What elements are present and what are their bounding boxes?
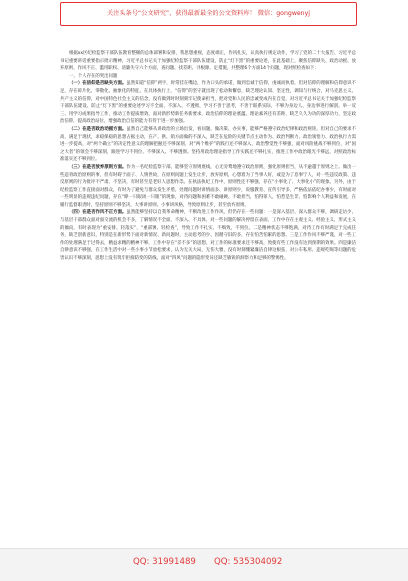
item-2-body: 虽然自己能够从讲政治的立场出发，看问题、做决策、办实事，能够严格遵守政治纪律和政治规矩。但对自己的要求不高，满足于现状，求稳保稳的思想占据主动，在产、供、销方面做的不深入，缺乏在危险的关键节点主动作为、政治判断力、政治领悟力、政治执行力需进一步提高，对“两个确立”的决定性意义的理解把握还不够深刻，对“两个维护”的践行还不够深入，政治警觉性不够强，面对风险挑战不够到位，对“国之大者”的领会不够深刻，跟进学习不到位、不够深入、不够透彻。坚持用政治理论指导工作实践还不够扎实，推进工作中政治眼光不够远，对照政治标准落实还不够到位。 bbox=[60, 126, 356, 163]
header-banner: 关注头条号“公文研究”，获得最新最全的公文资料库！ 微信：gongwenyj bbox=[60, 2, 357, 26]
item-1 bbox=[60, 80, 356, 126]
footer-qq-2: QQ: 535304092 bbox=[214, 557, 283, 567]
item-2-heading: （二）在是否政治动摇方面。 bbox=[69, 126, 127, 132]
footer-bar bbox=[0, 548, 408, 581]
section-heading: 一、个人存在的突出问题 bbox=[69, 73, 118, 79]
document-body bbox=[60, 50, 356, 263]
item-1-body: 虽然知道“信仰”两字，时常挂在嘴边，作为口头的承诺，做到忠诚于信仰，虔诚而执着，但对信仰的理解和信仰意识不足，存在碎片化、零散化、抽象化的特征。在具体执行上，“信仰”的坚守就出现了松动和懈怠，缺乏理论认知、坚定性，调知与行统合，对马克思主义、共产主义的信仰，对中国特色社会主义的信念，没有做到时时刻刻牢记使命担当，把对党和人民的忠诚变成内在自觉，对习近平总书记关于加强纪检监察干部队伍建设、防止“灯下黑”的重要论述学习不全面、不深入、不透彻，学习不善于思考，不善于联系实际，不够为身边人、身边事进行解剖、举一反三、用学习成果指导工作，推动工作提质增效，面对新形势新任务新要求，政治信仰的理论底蕴、理论素养还有差距，缺乏久久为功的深厚功力，坚定政治信仰，提高政治站位，增强政治自信的能力有待于进一步加强。 bbox=[60, 81, 356, 125]
item-2 bbox=[60, 126, 356, 164]
item-3-heading: （三）在是否放弃原则方面。 bbox=[69, 164, 127, 170]
footer-qq-1: QQ: 31991489 bbox=[133, 557, 196, 567]
intro-paragraph: 根据xx区纪检监察干部队伍教育整顿的总体部署和安排，我思想重视，态度端正，作风扎实，认真执行规定动作，学习了党的二十大报告、习近平总书记重要讲话重要指示批示精神，习近平总书记关于加强纪检监察干部队伍建设，防止“灯下黑”的重要论述，在此基础上，聚焦信仰缺失、政治动摇、放弃原则、作风不正、滥用职权、清廉失守六个方面，查问题、找差距、寻根源、定措施，共整理6个方面14个问题，现对照检查如下： bbox=[60, 51, 356, 72]
item-4 bbox=[60, 209, 356, 262]
item-3-body: 作为一名纪检监察干部，能够坚守原则底线，心无旁骛地遵守政治原则，强化原则担当，从不逾越于原则之上。做出一些违背政治原则的事，但有时碍于面子、人情世故，在原则问题上发生让步，放弃原则，心想着为了当事人好，或是为了息事宁人，对一些违反政策、违反原则的行为批评不严肃、不坚决，有时甚至是老好人思想作祟。在执法执纪工作中，原则性还不够强，存在“小事化了、大事化小”的现象。另外，由于纪检监察工作直接面对群众，有时为了避免与群众发生矛盾，处理问题时讲情面多、讲原则少，说服教育、宣传引导多，严格依法依纪办事少，有时面对一些明显的违规违纪问题，存在“睁一只眼闭一只眼”的现象，对待问题和困难不敢碰硬、不敢担当，怕得罪人，怕惹是生非，怕影响个人利益和发展，在履行监督职责时，坚持原则不够坚决，大事讲原则、小事讲风格，导致原则让步，甚至放弃原则。 bbox=[60, 164, 356, 208]
item-3 bbox=[60, 164, 356, 210]
item-1-heading: （一）在信仰是否缺失方面。 bbox=[69, 81, 127, 87]
item-4-body: 虽然能够坚持以自我革命精神，不断改进工作作风，但仍存在一些问题：一是深入基层、深入群众不够，调研走访少，与基层干部群众面对面交流的机会不多，了解情况不全面、不深入、不具体，对一些问题的解决停留在表面，工作中存在主观主义、经验主义、形式主义的倾向，有时表现为“重安排、轻落实”，“重部署、轻检查”，导致工作不扎实、不细致、不到位。二是精神状态不够饱满，对待工作有时满足于完成任务，缺乏创新意识，特别是在新形势下面对新情况、新问题时，主动思考的少、因循守旧的多，存在怕苦怕累的思想。三是工作作风不够严谨，对一些工作的处理满足于过得去，精益求精的精神不够，工作中存在“差不多”的思想，对工作的标准要求还不够高，致使有些工作没有达到预期的效果。四是廉洁自律意识不够强，在工作生活中对一些小事小节放松要求，认为无关大局，无伤大雅，没有时刻绷紧廉洁自律这根弦，对公车私用、违规吃喝等问题的危害认识不够深刻，思想上没有筑牢拒腐防变的防线，面对“四风”问题的隐形变异还缺乏敏锐的洞察力和足够的警惕性。 bbox=[60, 210, 356, 262]
item-4-heading: （四）在是否作风不正方面。 bbox=[69, 210, 127, 216]
